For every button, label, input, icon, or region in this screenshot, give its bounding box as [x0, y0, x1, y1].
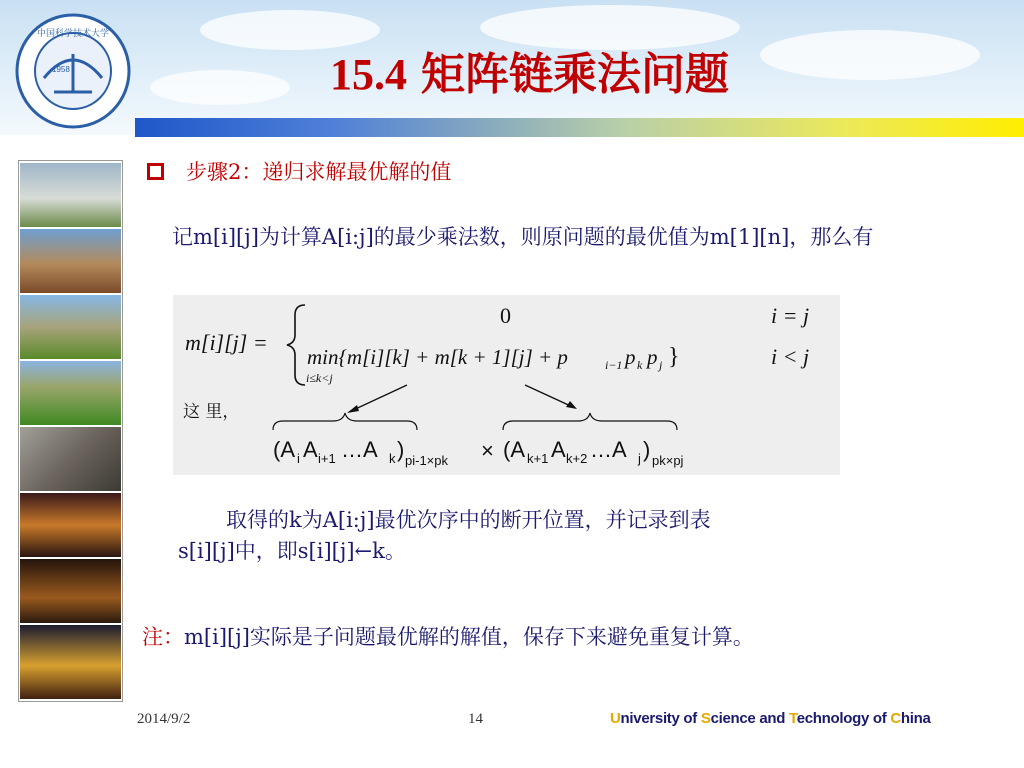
- note-line: [142, 621, 754, 651]
- svg-text:A: A: [551, 437, 566, 462]
- campus-photo-6: [20, 493, 121, 557]
- campus-photo-8: [20, 625, 121, 699]
- campus-photo-3: [20, 295, 121, 359]
- recurrence-formula: [173, 295, 840, 475]
- formula-here-label: 这 里，: [183, 402, 240, 422]
- svg-text:i: i: [297, 451, 300, 466]
- footer-university-name: University of Science and Technology of China: [610, 710, 931, 727]
- svg-text:i−1: i−1: [605, 358, 623, 372]
- campus-photo-strip: [18, 160, 123, 702]
- svg-text:}: }: [668, 344, 680, 370]
- slide-title-text: 矩阵链乘法问题: [421, 49, 729, 100]
- note-label: 注：: [142, 625, 184, 649]
- university-logo: [14, 12, 132, 130]
- title-gradient-bar: [135, 118, 1024, 137]
- breakpoint-line-1: 取得的k为A[i:j]最优次序中的断开位置，并记录到表: [226, 508, 711, 532]
- campus-photo-4: [20, 361, 121, 425]
- svg-text:p: p: [647, 345, 658, 369]
- breakpoint-paragraph: [178, 505, 938, 567]
- formula-lhs: m[i][j] =: [185, 330, 268, 355]
- svg-text:k+2: k+2: [566, 451, 588, 466]
- svg-text:(A: (A: [273, 437, 295, 462]
- formula-left-dims: pi-1×pk: [405, 453, 448, 468]
- logo-top-text: 中国科学技术大学: [36, 28, 110, 38]
- svg-text:j: j: [638, 451, 641, 466]
- svg-text:i+1: i+1: [318, 451, 336, 466]
- formula-times: ×: [481, 438, 494, 463]
- step-heading: 步骤2：递归求解最优解的值: [186, 160, 452, 184]
- breakpoint-line-2: s[i][j]中，即s[i][j]←k。: [178, 539, 406, 563]
- formula-case2-value: min{m[i][k] + m[k + 1][j] + p: [307, 345, 568, 369]
- formula-case1-value: 0: [500, 303, 511, 328]
- campus-photo-7: [20, 559, 121, 623]
- heading-bullet-icon: [147, 163, 164, 180]
- logo-year: 1958: [52, 65, 70, 74]
- campus-photo-1: [20, 163, 121, 227]
- definition-paragraph: 记m[i][j]为计算A[i:j]的最少乘法数，则原问题的最优值为m[1][n]，那么有: [172, 225, 874, 249]
- svg-text:): ): [397, 437, 405, 462]
- svg-text:j: j: [659, 358, 663, 372]
- formula-case1-condition: i = j: [771, 303, 810, 328]
- formula-case2-condition: i < j: [771, 344, 810, 369]
- svg-text:A: A: [303, 437, 318, 462]
- note-text: m[i][j]实际是子问题最优解的解值，保存下来避免重复计算。: [184, 625, 754, 649]
- formula-brace: [287, 305, 305, 385]
- campus-photo-5: [20, 427, 121, 491]
- svg-text:): ): [643, 437, 651, 462]
- footer-page-number: 14: [468, 711, 483, 727]
- svg-text:k: k: [389, 451, 396, 466]
- svg-text:k: k: [637, 358, 643, 372]
- svg-text:k+1: k+1: [527, 451, 549, 466]
- footer-date: 2014/9/2: [137, 711, 191, 727]
- formula-min-subscript: i≤k<j: [306, 371, 333, 385]
- svg-text:p: p: [625, 345, 636, 369]
- formula-right-dims: pk×pj: [652, 453, 684, 468]
- slide-title: [330, 38, 729, 102]
- svg-text:…A: …A: [341, 437, 378, 462]
- slide-title-number: 15.4: [330, 50, 407, 99]
- svg-text:…A: …A: [590, 437, 627, 462]
- svg-text:(A: (A: [503, 437, 525, 462]
- campus-photo-2: [20, 229, 121, 293]
